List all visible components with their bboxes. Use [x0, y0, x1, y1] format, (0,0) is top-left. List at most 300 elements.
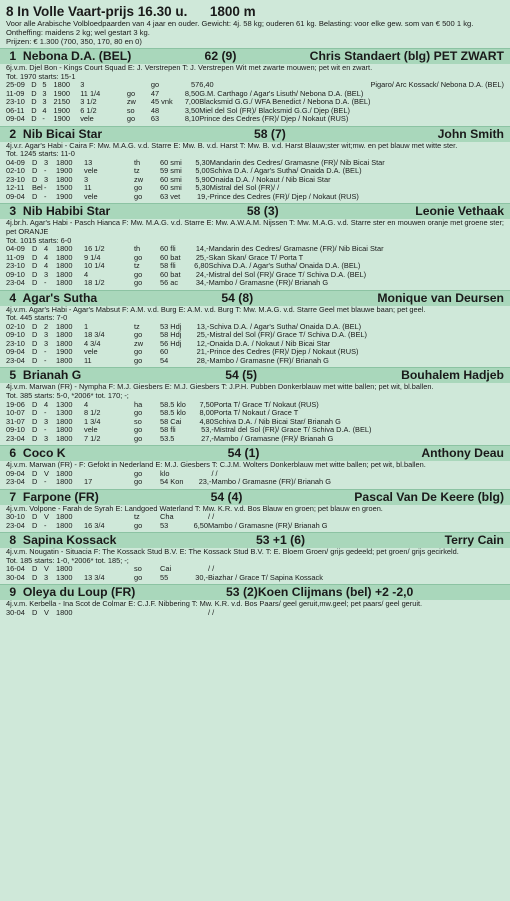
form-cell	[180, 609, 208, 618]
form-cell: 23,-	[198, 477, 212, 487]
entry	[6, 489, 504, 531]
form-row	[6, 193, 385, 202]
form-cell: 13,-	[196, 321, 210, 331]
starts-total: Tot. 1970 starts: 15-1	[6, 71, 76, 81]
starts-total: Tot. 1245 starts: 11-0	[6, 149, 75, 159]
form-table	[6, 401, 371, 444]
form-cell: go	[134, 355, 143, 365]
horse-info: 4j.br.h. Agar's Habi - Pasch Hianca F: Mw. M.A.G. v.d. Starre E: Mw. A.W.A.M. Nijssen T: Mw. M.A.G. v.d. Starre ster en mouwen oranje met groene ster; pet ORANJE	[6, 218, 504, 236]
form-cell: vele	[84, 191, 98, 201]
form-cell: 5,30	[195, 183, 210, 193]
form-table	[6, 609, 214, 618]
form-cell: 21,-	[196, 347, 210, 357]
form-cell: D	[32, 166, 38, 176]
form-cell: Mandarin des Cedres/ Gramasne (FR)/ Nib Bicai Star	[209, 157, 385, 167]
race-prizes: Prijzen: € 1.300 (700, 350, 170, 80 en 0)	[6, 37, 142, 46]
form-cell: D	[32, 278, 38, 288]
form-cell: 1800	[53, 80, 70, 90]
entry	[6, 532, 504, 582]
form-cell: 60 bat	[160, 252, 181, 262]
form-cell: 23-04	[6, 433, 25, 443]
weight-draw: 54 (8)	[221, 290, 254, 305]
form-cell: 55	[160, 572, 169, 582]
form-cell: D	[32, 338, 38, 348]
horse-number-name-weight: 5 Brianah G	[6, 368, 82, 383]
form-cell: / /	[208, 608, 215, 617]
form-cell: Mistral del Sol (FR)/ /	[209, 183, 280, 193]
form-cell: so	[134, 416, 142, 426]
form-cell: 23-10	[6, 174, 25, 184]
form-cell: 09-04	[6, 347, 25, 357]
form-cell: 3	[44, 174, 49, 184]
form-cell: 23-04	[6, 477, 25, 487]
form-cell: 1500	[56, 183, 73, 193]
form-cell: D	[32, 425, 38, 435]
form-cell: 4	[44, 244, 49, 254]
form-cell: 4	[84, 269, 89, 279]
weight-draw: 62 (9)	[204, 49, 237, 63]
form-table	[6, 159, 385, 202]
form-cell: Pigaro/ Arc Kossack/ Nebona D.A. (BEL)	[370, 80, 504, 90]
form-cell: 2150	[53, 97, 70, 107]
form-cell: 58.5 klo	[160, 399, 186, 409]
jockey: Bouhalem Hadjeb	[401, 368, 504, 383]
form-cell: 16 1/2	[84, 244, 105, 254]
form-cell: 3	[44, 338, 49, 348]
horse-info: 4j.v.m. Agar's Habi - Agar's Mabsut F: A.M. v.d. Burg E: A.M. v.d. Burg T: Mw. M.A.G. v.d. Starre Geel met blauwe baan; pet geel.	[6, 304, 426, 314]
entry-header	[0, 367, 510, 383]
form-cell: Onaida D.A. / Nokaut / Nib Bicai Star	[209, 338, 331, 348]
form-cell: vele	[84, 425, 98, 435]
form-cell: go	[134, 330, 143, 340]
form-cell: 60 fli	[160, 244, 176, 254]
form-cell: 4	[84, 399, 89, 409]
form-cell	[160, 609, 180, 618]
form-cell: go	[134, 425, 143, 435]
form-cell: go	[134, 468, 143, 478]
form-cell: D	[32, 416, 38, 426]
form-cell: G.M. Carthago / Agar's Lisuth/ Nebona D.A. (BEL)	[199, 88, 364, 98]
form-cell: -	[44, 520, 47, 530]
form-row	[6, 115, 504, 124]
entry-header	[0, 445, 510, 461]
form-row	[6, 357, 367, 366]
form-cell: 1800	[56, 269, 73, 279]
form-cell: 30-04	[6, 572, 25, 582]
horse-number-name-weight: 4 Agar's Sutha	[6, 290, 98, 305]
entry	[6, 126, 504, 202]
form-cell: 23-10	[6, 261, 25, 271]
form-cell: -	[44, 347, 47, 357]
form-cell: 28,-	[196, 355, 210, 365]
form-cell: 63	[150, 114, 160, 124]
form-cell: go	[134, 269, 143, 279]
entry-header	[0, 290, 510, 306]
form-cell: 53.5	[160, 433, 175, 443]
form-cell: 58.5 klo	[160, 408, 186, 418]
form-cell: 60 smi	[160, 183, 182, 193]
form-cell: 60 smi	[160, 157, 182, 167]
entry	[6, 584, 504, 617]
entry	[6, 367, 504, 443]
form-cell: 16-04	[6, 564, 25, 574]
form-cell: 1800	[56, 425, 73, 435]
form-cell: -	[44, 191, 47, 201]
form-cell: D	[32, 330, 38, 340]
form-table	[6, 565, 323, 582]
form-cell: 19-06	[6, 399, 25, 409]
form-cell: zw	[126, 97, 136, 107]
form-cell: 3	[42, 97, 47, 107]
horse-number-name-weight: 8 Sapina Kossack	[6, 533, 117, 548]
form-table	[6, 81, 504, 124]
horse-info: 4j.v.r. Agar's Habi - Caira F: Mw. M.A.G. v.d. Starre E: Mw. B. v.d. Harst T: Mw. B. v.d. Harst Blauw;ster wit;mw. en pet blauw met witte ster.	[6, 140, 458, 150]
form-cell: D	[32, 355, 38, 365]
form-cell: -	[44, 183, 47, 193]
form-cell: 3	[80, 80, 85, 90]
form-cell: go	[126, 114, 136, 124]
form-cell: 1300	[56, 572, 73, 582]
form-cell: 23-04	[6, 355, 25, 365]
entry-header	[0, 48, 510, 64]
form-cell: 7,00	[184, 97, 200, 107]
weight-draw: 54 (4)	[210, 489, 243, 504]
horse-number-name-weight: 2 Nib Bicai Star	[6, 126, 103, 141]
form-cell: 3	[44, 330, 49, 340]
form-cell: D	[32, 572, 38, 582]
form-cell: Prince des Cedres (FR)/ Djep / Nokaut (RUS)	[199, 114, 349, 124]
form-cell: 11-09	[6, 252, 25, 262]
form-cell: 1800	[56, 416, 73, 426]
form-cell: 8,50	[184, 88, 200, 98]
form-cell: D	[32, 321, 38, 331]
form-cell: 1900	[56, 166, 73, 176]
horse-info: 4j.v.m. Marwan (FR) - Nympha F: M.J. Giesbers E: M.J. Giesbers T: J.P.H. Pubben Donkerblauw met witte ballen; pet wit, bl.ballen.	[6, 382, 434, 392]
form-cell: 3	[44, 572, 49, 582]
form-cell: V	[44, 564, 49, 574]
form-cell: 47	[150, 88, 160, 98]
form-cell: -	[44, 425, 47, 435]
form-row	[6, 435, 371, 444]
form-cell: D	[31, 88, 37, 98]
form-cell: 58 fli	[160, 425, 176, 435]
horse-info: 6j.v.m. Djel Bon - Kings Court Squad E: J. Verstrepen T: J. Verstrepen Wit met zwarte mouwen; pet wit en zwart.	[6, 63, 373, 72]
form-cell: Porta T/ Nokaut / Grace T	[213, 408, 299, 418]
form-cell: 1900	[53, 114, 70, 124]
entry-header	[0, 489, 510, 505]
horse-info: 4j.v.m. Volpone - Farah de Syrah E: Landgoed Waterland T: Mw. K.R. v.d. Bos Blauw en groen; pet blauw en groen.	[6, 503, 383, 513]
form-cell	[134, 609, 160, 618]
form-cell: 09-10	[6, 269, 25, 279]
form-cell: 1	[84, 321, 89, 331]
horse-info: 4j.v.m. Nougatin - Situacia F: The Kossack Stud B.V. E: The Kossack Stud B.V. T: E. Bloem Groen/ grijs gedeeld; pet groen/ grijs gecirkeld.	[6, 547, 459, 557]
form-cell: Cai	[160, 564, 172, 574]
entry-header	[0, 126, 510, 142]
form-cell: V	[44, 608, 49, 617]
jockey: Monique van Deursen	[377, 290, 504, 305]
form-cell: D	[32, 269, 38, 279]
horse-info: 4j.v.m. Kerbella - Ina Scot de Colmar E: C.J.F. Nibbering T: Mw. K.R. v.d. Bos Paars/ geel geruit,mw.geel; pet paars/ geel geruit.	[6, 599, 423, 609]
form-cell: V	[44, 468, 49, 478]
form-cell: Bel	[32, 183, 43, 193]
form-cell: 58 Hdj	[160, 330, 182, 340]
form-cell: 7,50	[199, 399, 214, 409]
form-cell: Blacksmid G.G./ WFA Benedict / Nebona D.A. (BEL)	[199, 97, 371, 107]
form-cell: -	[42, 114, 45, 124]
form-cell: 12-11	[6, 183, 25, 193]
form-cell: D	[32, 477, 38, 487]
form-cell: 2	[44, 321, 49, 331]
form-cell: Mistral del Sol (FR)/ Grace T/ Schiva D.A. (BEL)	[213, 425, 372, 435]
form-cell: 09-04	[6, 468, 25, 478]
form-cell: Schiva D.A. / Agar's Sutha/ Onaida D.A. (BEL)	[209, 166, 362, 176]
form-cell: Prince des Cedres (FR)/ Djep / Nokaut (RUS)	[209, 191, 359, 201]
form-cell: 3	[84, 174, 89, 184]
form-cell: 4	[44, 261, 49, 271]
form-cell: -	[44, 477, 47, 487]
form-cell: Onaida D.A. / Nokaut / Nib Bicai Star	[209, 174, 331, 184]
weight-draw: 53 (2)Koen Clijmans (bel) +2 -2,0	[226, 585, 414, 600]
form-cell: go	[134, 477, 143, 487]
form-cell: go	[134, 183, 143, 193]
form-cell: Biazhar / Grace T/ Sapina Kossack	[208, 572, 323, 582]
form-cell: Prince des Cedres (FR)/ Djep / Nokaut (RUS)	[209, 347, 359, 357]
form-row	[6, 478, 331, 487]
form-cell: 18 3/4	[84, 330, 105, 340]
form-cell: 02-10	[6, 166, 25, 176]
form-cell: go	[134, 252, 143, 262]
form-cell: go	[134, 347, 143, 357]
form-cell: 53	[160, 520, 169, 530]
form-cell: ha	[134, 399, 143, 409]
form-cell: th	[134, 244, 141, 254]
form-cell: 60 bat	[160, 269, 181, 279]
form-cell: vele	[84, 347, 98, 357]
form-cell: tz	[134, 512, 140, 522]
form-cell: 17	[84, 477, 93, 487]
form-cell: 5,30	[195, 157, 210, 167]
form-cell: 6,50	[193, 520, 208, 530]
form-cell: Mambo / Gramasne (FR)/ Brianah G	[213, 433, 334, 443]
form-cell: 25,-	[195, 252, 209, 262]
form-cell: 1800	[56, 520, 73, 530]
entry-header	[0, 584, 510, 600]
form-cell: 24,-	[195, 269, 209, 279]
form-cell: 1900	[56, 191, 73, 201]
entry	[6, 48, 504, 124]
starts-total: Tot. 185 starts: 1-0, *2006* tot. 185; -;	[6, 555, 129, 565]
starts-total: Tot. 1015 starts: 6-0	[6, 235, 72, 245]
form-cell: vele	[80, 114, 94, 124]
form-cell: 23-04	[6, 520, 25, 530]
form-cell: go	[134, 520, 143, 530]
form-cell: 1800	[56, 174, 73, 184]
form-cell: 3 1/2	[80, 97, 97, 107]
form-cell: 1800	[56, 338, 73, 348]
form-cell: go	[134, 191, 143, 201]
form-cell: -	[44, 166, 47, 176]
form-cell: 56 ac	[160, 278, 179, 288]
form-cell: D	[32, 174, 38, 184]
form-cell: D	[32, 261, 38, 271]
form-cell: D	[32, 347, 38, 357]
form-cell: tz	[134, 321, 140, 331]
race-title: 8 In Volle Vaart-prijs 16.30 u. 1800 m	[6, 4, 256, 19]
form-cell: 10 1/4	[84, 261, 105, 271]
form-cell: 18 1/2	[84, 278, 105, 288]
form-cell: 4,80	[199, 416, 214, 426]
form-cell: 1800	[56, 477, 73, 487]
jockey: Chris Standaert (blg) PET ZWART	[309, 49, 504, 63]
form-cell: 4	[44, 252, 49, 262]
form-cell: 1800	[56, 261, 73, 271]
form-cell: 58 fli	[160, 261, 176, 271]
form-cell: Cha	[160, 512, 174, 522]
form-cell: Porta T/ Grace T/ Nokaut (RUS)	[213, 399, 319, 409]
form-cell: 1800	[56, 433, 73, 443]
form-cell: D	[31, 80, 37, 90]
entries-list	[6, 48, 504, 618]
form-cell: 6,80	[194, 261, 209, 271]
form-row	[6, 574, 323, 583]
form-cell: go	[134, 408, 143, 418]
form-cell: Schiva D.A. / Agar's Sutha/ Onaida D.A. (BEL)	[209, 321, 362, 331]
race-conditions: Voor alle Arabische Volbloedpaarden van 4 jaar en ouder. Gewicht: 4j. 58 kg; ouderen 61 kg. Belasting: voor elke gew. som van € 500 1 kg. Ontheffing: maidens 2 kg; wel gestart 3 kg.	[6, 19, 474, 37]
form-cell: 09-04	[6, 114, 25, 124]
form-cell: klo	[160, 468, 170, 478]
form-cell: 54	[160, 355, 169, 365]
form-cell: 6 1/2	[80, 105, 97, 115]
form-cell: 3	[42, 88, 47, 98]
form-cell: 3	[44, 269, 49, 279]
form-cell: D	[32, 191, 38, 201]
form-table	[6, 323, 367, 366]
form-cell: 02-10	[6, 321, 25, 331]
form-cell: 13 3/4	[84, 572, 105, 582]
form-cell: D	[32, 512, 38, 522]
form-cell: 34,-	[195, 278, 209, 288]
form-cell: 5,90	[195, 174, 210, 184]
form-cell: 30-04	[6, 608, 25, 617]
weight-draw: 58 (7)	[253, 126, 286, 141]
form-cell: 16 3/4	[84, 520, 105, 530]
form-cell: Mandarin des Cedres/ Gramasne (FR)/ Nib Bicai Star	[208, 244, 384, 254]
jockey: John Smith	[437, 126, 504, 141]
horse-info: 4j.v.m. Marwan (FR) - F: Gefokt in Nederland E: M.J. Giesbers T: C.J.M. Wolters Donkerblauw met witte ballen; pet wit, bl.ballen.	[6, 460, 426, 470]
form-cell: 1800	[56, 564, 73, 574]
form-cell: 4 3/4	[84, 338, 101, 348]
horse-number-name-weight: 9 Oleya du Loup (FR)	[6, 585, 136, 600]
form-cell: 19,-	[197, 191, 210, 201]
form-cell: 56 Hdj	[160, 338, 182, 348]
form-cell: -	[44, 278, 47, 288]
form-cell: 58 Cai	[160, 416, 182, 426]
starts-total: Tot. 445 starts: 7-0	[6, 313, 68, 323]
form-cell: D	[32, 520, 38, 530]
form-cell: Mambo / Gramasne (FR)/ Brianah G	[209, 355, 329, 365]
horse-number-name-weight: 3 Nib Habibi Star	[6, 204, 111, 219]
jockey: Anthony Deau	[421, 446, 504, 461]
form-cell: Mistral del Sol (FR)/ Grace T/ Schiva D.A. (BEL)	[209, 330, 367, 340]
weight-draw: 54 (1)	[227, 446, 260, 461]
form-cell: 1300	[56, 408, 73, 418]
form-cell: 25,-	[196, 330, 210, 340]
entry	[6, 445, 504, 487]
form-cell	[84, 609, 134, 618]
form-cell: 3	[44, 433, 49, 443]
form-cell: 48	[150, 105, 160, 115]
form-cell: 3,50	[184, 105, 200, 115]
form-cell: 1800	[56, 330, 73, 340]
starts-total: Tot. 385 starts: 5-0, *2006* tot. 170; -;	[6, 390, 129, 400]
jockey: Leonie Vethaak	[415, 204, 504, 219]
form-cell: 23-10	[6, 338, 25, 348]
jockey: Pascal Van De Keere (blg)	[354, 489, 504, 504]
form-cell: 14,-	[195, 244, 209, 254]
form-cell: so	[126, 105, 135, 115]
form-cell: 1 3/4	[84, 416, 101, 426]
form-cell: 5	[42, 80, 47, 90]
form-cell: 1800	[56, 244, 73, 254]
form-cell: 25-09	[6, 80, 25, 90]
form-cell: 1800	[56, 278, 73, 288]
form-cell: zw	[134, 338, 144, 348]
form-cell: 1900	[56, 347, 73, 357]
form-cell: 1800	[56, 468, 73, 478]
form-cell: go	[134, 433, 143, 443]
form-cell: Mistral del Sol (FR)/ Grace T/ Schiva D.A. (BEL)	[208, 269, 367, 279]
entry	[6, 290, 504, 366]
form-row	[6, 522, 328, 531]
form-cell: 60	[160, 347, 169, 357]
form-cell: 8,10	[184, 114, 200, 124]
form-cell: 10-07	[6, 408, 25, 418]
form-cell: 1800	[56, 252, 73, 262]
form-cell: D	[32, 468, 38, 478]
weight-draw: 58 (3)	[246, 204, 279, 219]
form-cell: 1800	[56, 608, 73, 617]
form-cell: 6,40	[199, 80, 214, 90]
form-cell: Schiva D.A. / Nib Bicai Star/ Brianah G	[213, 416, 341, 426]
form-cell: Schiva D.A. / Agar's Sutha/ Onaida D.A. (BEL)	[208, 261, 361, 271]
form-cell: 12,-	[196, 338, 210, 348]
form-cell: 8 1/2	[84, 408, 101, 418]
form-cell: 06-11	[6, 105, 25, 115]
form-table	[6, 513, 328, 530]
horse-number-name-weight: 7 Farpone (FR)	[6, 489, 99, 504]
form-cell: 30,-	[195, 572, 208, 582]
form-cell: Mambo / Gramasne (FR)/ Brianah G	[208, 278, 329, 288]
form-cell: 11-09	[6, 88, 25, 98]
entry-header	[0, 203, 510, 219]
weight-draw: 53 +1 (6)	[255, 533, 306, 548]
form-cell: D	[32, 399, 38, 409]
form-cell: 31-07	[6, 416, 25, 426]
form-cell: 54 Kon	[160, 477, 184, 487]
form-cell: th	[134, 157, 141, 167]
form-cell: 63 vet	[160, 191, 181, 201]
form-cell: 11	[84, 183, 92, 193]
form-cell: -	[44, 355, 47, 365]
form-cell: D	[32, 564, 38, 574]
form-cell: D	[31, 105, 37, 115]
form-cell: 09-10	[6, 425, 25, 435]
form-cell: V	[44, 512, 49, 522]
form-cell: 1900	[53, 105, 70, 115]
form-cell: 04-09	[6, 244, 25, 254]
form-cell: D	[31, 114, 37, 124]
race-header	[6, 0, 504, 46]
